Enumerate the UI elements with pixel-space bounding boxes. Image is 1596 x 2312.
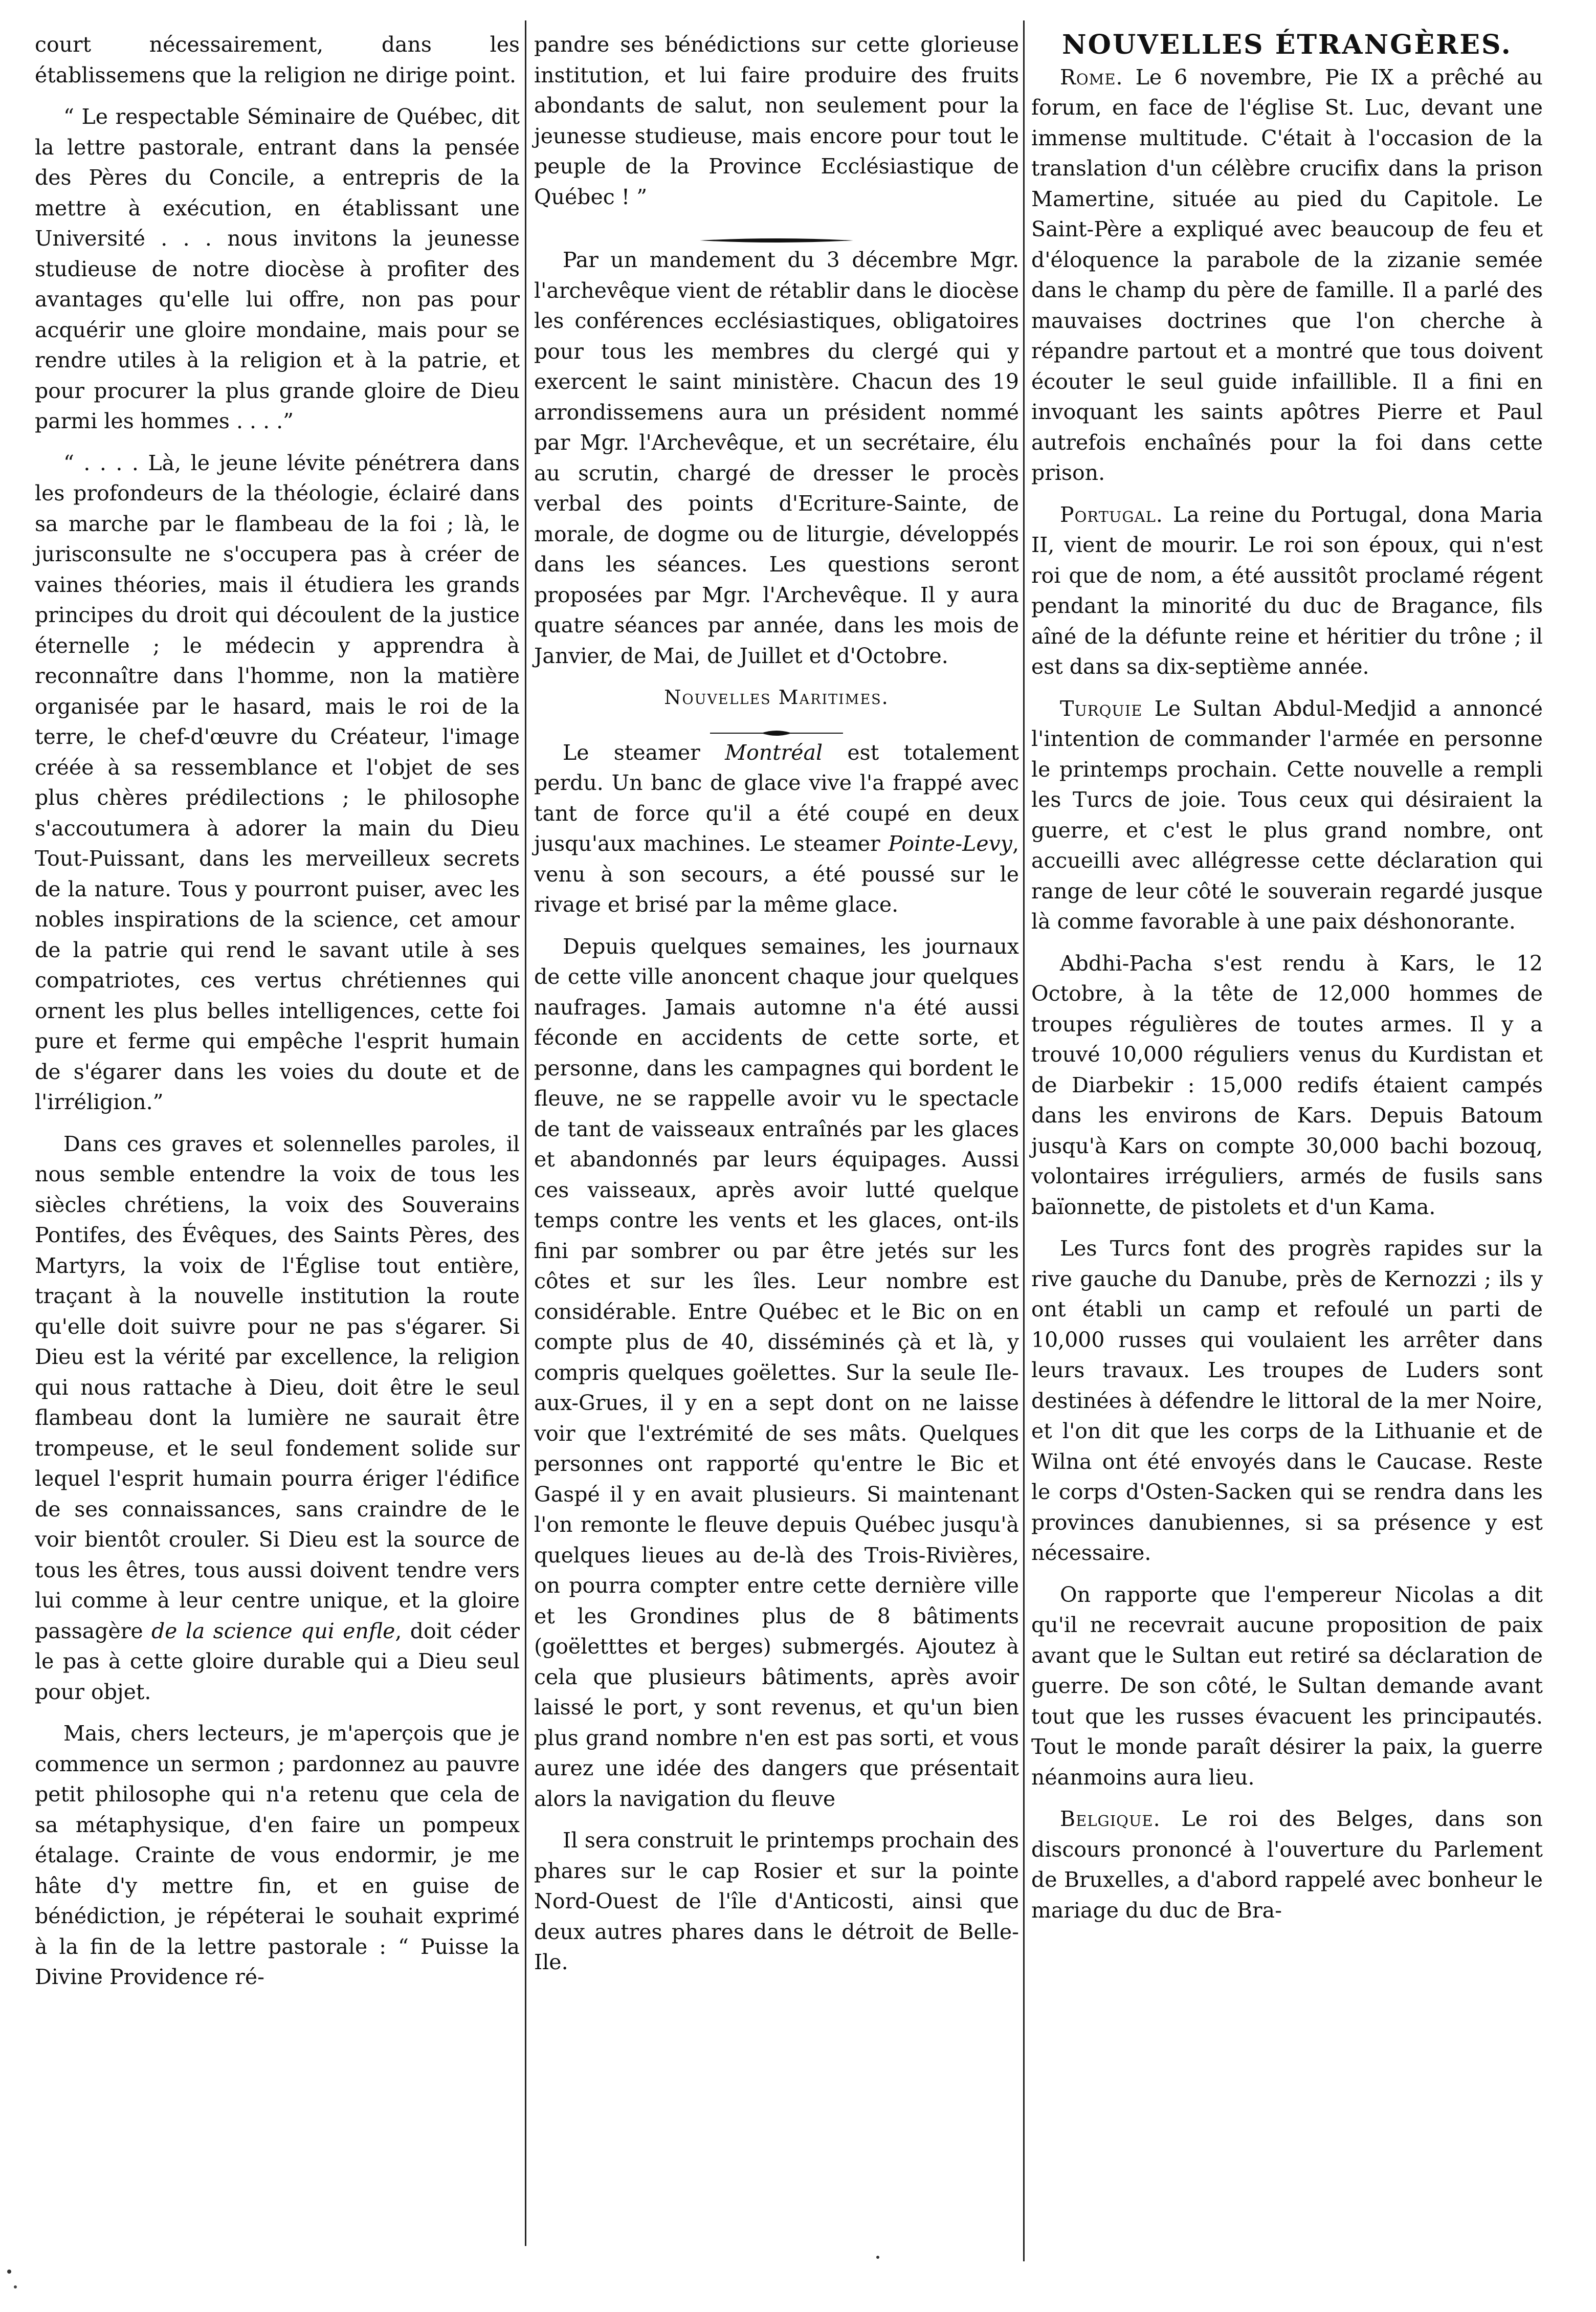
column-rule <box>1023 20 1025 2261</box>
paragraph: Portugal. La reine du Portugal, dona Maria II, vient de mourir. Le roi son époux, qui n'est roi que de nom, a été aussitôt proclamé régent pendant la minorité du duc de Bragance, fils aîné de la défunte reine et héritier du trône ; il est dans sa dix-septième année. <box>1031 502 1543 679</box>
paragraph: Turquie Le Sultan Abdul-Medjid a annoncé l'intention de commander l'armée en personne le printemps prochain. Cette nouvelle a rempli les Turcs de joie. Tous ceux qui désiraient la guerre, et c'est le plus grand nombre, ont accueilli avec allégresse cette déclaration qui range de leur côté le souverain regardé jusque là comme favorable à une paix déshonorante. <box>1031 696 1543 934</box>
print-specks <box>0 2251 1596 2312</box>
paragraph: Le steamer Montréal est totalement perdu. Un banc de glace vive l'a frappé avec tant de force qu'il a été coupé en deux jusqu'aux machines. Le steamer Pointe-Levy, venu à son secours, a été poussé sur le rivage et brisé par la même glace. <box>534 740 1019 917</box>
section-heading: Nouvelles Maritimes. <box>664 686 889 709</box>
ship-name: Pointe-Levy <box>888 831 1012 856</box>
column-rule <box>525 20 526 2246</box>
paragraph: Depuis quelques semaines, les journaux de cette ville anoncent chaque jour quelques naufrages. Jamais automne n'a été aussi féconde en accidents de cette sorte, et personne, dans les campagnes qui bordent le fleuve, ne se rappelle avoir vu le spectacle de tant de vaisseaux entraînés par les glaces et abandonnés par leurs équipages. Aussi ces vaisseaux, après avoir lutté quelque temps contre les vents et les glaces, ont-ils fini par sombrer ou par être jetés sur les côtes et sur les îles. Leur nombre est considérable. Entre Québec et le Bic on en compte plus de 40, disséminés çà et là, y compris quelques goëlettes. Sur la seule Ile-aux-Grues, il y en a sept dont on ne laisse voir que l'extrémité de ses mâts. Quelques personnes ont rapporté qu'entre le Bic et Gaspé il y en avait plusieurs. Si maintenant l'on remonte le fleuve depuis Québec jusqu'à quelques lieues au de-là des Trois-Rivières, on pourra compter entre cette dernière ville et les Grondines plus de 8 bâtiments (goëletttes et berges) submergés. Ajoutez à cela que plusieurs bâtiments, après avoir laissé le port, y sont revenus, et qu'un bien plus grand nombre n'en est pas sorti, et vous aurez une idée des dangers que présentait alors la navigation du fleuve <box>534 934 1019 1811</box>
paragraph-text: Dans ces graves et solennelles paroles, il nous semble entendre la voix de tous les siècles chrétiens, la voix des Souverains Pontifes, des Évêques, des Saints Pères, des Martyrs, la voix de l'Église tout entière, traçant à la nouvelle institution la route qu'elle doit suivre pour ne pas s'égarer. Si Dieu est la vérité par excellence, la religion qui nous rattache à Dieu, doit être le seul flambeau dont la lumière ne saurait être trompeuse, et le seul fondement solide sur lequel l'esprit humain pourra ériger l'édifice de ses connaissances, sans craindre de le voir bientôt crouler. Si Dieu est la source de tous les êtres, tous aussi doivent tendre vers lui comme à leur centre unique, et la gloire passagère de la science qui enfle, doit céder le pas à cette gloire durable qui a Dieu seul pour objet. <box>35 1131 520 1704</box>
ornamental-divider <box>534 716 1019 731</box>
country-lead: Rome. <box>1060 64 1123 90</box>
paragraph: “ . . . . Là, le jeune lévite pénétrera dans les profondeurs de la théologie, éclairé dans sa marche par le flambeau de la foi ; là, le jurisconsulte ne s'occupera pas à créer de vaines théories, mais il étudiera les grands principes du droit qui découlent de la justice éternelle ; le médecin y apprendra à reconnaître dans l'homme, non la matière organisée par le hasard, mais le roi de la terre, le chef-d'œuvre du Créateur, l'image créée à sa ressemblance et l'objet de ses plus chères prédilections ; le philosophe s'accoutumera à adorer la main du Dieu Tout-Puissant, dans les merveilleux secrets de la nature. Tous y pourront puiser, avec les nobles inspirations de la science, cet amour de la patrie qui rend le savant utile à ses compatriotes, ces vertus chrétiennes qui ornent les plus belles intelligences, cette foi pure et ferme qui empêche l'esprit humain de s'égarer dans les voies du doute et de l'irréligion.” <box>35 450 520 1114</box>
paragraph: Abdhi-Pacha s'est rendu à Kars, le 12 Octobre, à la tête de 12,000 hommes de troupes régulières de toutes armes. Il y a trouvé 10,000 réguliers venus du Kurdistan et de Diarbekir : 15,000 redifs étaient campés dans les environs de Kars. Depuis Batoum jusqu'à Kars on compte 30,000 bachi bozouq, volontaires irréguliers, armés de fusils sans baïonnette, de pistolets et d'un Kama. <box>1031 951 1543 1219</box>
paragraph: Mais, chers lecteurs, je m'aperçois que je commence un sermon ; pardonnez au pauvre petit philosophe qui n'a retenu que cela de sa métaphysique, d'en faire un pompeux étalage. Crainte de vous endormir, je me hâte d'y mettre fin, et en guise de bénédiction, je répéterai le souhait exprimé à la fin de la lettre pastorale : “ Puisse la Divine Providence ré- <box>35 1721 520 1989</box>
paragraph: Par un mandement du 3 décembre Mgr. l'archevêque vient de rétablir dans le diocèse les conférences ecclésiastiques, obligatoires pour tous les membres du clergé qui y exercent le saint ministère. Chacun des 19 arrondissemens aura un président nommé par Mgr. l'Archevêque, et un secrétaire, élu au scrutin, chargé de dresser le procès verbal des points d'Ecriture-Sainte, de morale, de dogme ou de liturgie, développés dans les séances. Les questions seront proposées par Mgr. l'Archevêque. Il y aura quatre séances par année, dans les mois de Janvier, de Mai, de Juillet et d'Octobre. <box>534 248 1019 668</box>
country-lead: Portugal. <box>1060 502 1163 527</box>
paragraph: court nécessairement, dans les établissemens que la religion ne dirige point. <box>35 32 520 87</box>
paragraph <box>35 1129 520 1708</box>
emphasis: de la science qui enfle <box>151 1618 395 1643</box>
column-right <box>1031 30 1543 1937</box>
ship-name: Montréal <box>725 740 823 765</box>
country-lead: Belgique. <box>1060 1807 1161 1831</box>
ornamental-divider <box>534 224 1019 238</box>
paragraph: On rapporte que l'empereur Nicolas a dit qu'il ne recevrait aucune proposition de paix avant que le Sultan eut retiré sa déclaration de guerre. De son côté, le Sultan demande avant tout que les russes évacuent les principautés. Tout le monde paraît désirer la paix, la guerre néanmoins aura lieu. <box>1031 1582 1543 1790</box>
column-left <box>35 30 520 2004</box>
paragraph: Belgique. Le roi des Belges, dans son discours prononcé à l'ouverture du Parlement de Bruxelles, a d'abord rappelé avec bonheur le mariage du duc de Bra- <box>1031 1807 1543 1923</box>
paragraph: Rome. Le 6 novembre, Pie IX a prêché au forum, en face de l'église St. Luc, devant une immense multitude. C'était à l'occasion de la translation d'un célèbre crucifix dans la prison Mamertine, située au pied du Capitole. Le Saint-Père a expliqué avec beaucoup de feu et d'éloquence la parabole de la zizanie semée dans le champ du père de famille. Il a parlé des mauvaises doctrines que l'on cherche à répandre partout et a montré que tous doivent écouter le seul guide infaillible. Il a fini en invoquant les saints apôtres Pierre et Paul autrefois enchaînés pour la foi dans cette prison. <box>1031 64 1543 485</box>
country-lead: Turquie <box>1060 696 1143 721</box>
section-heading: NOUVELLES ÉTRANGÈRES. <box>1062 29 1512 60</box>
paragraph: “ Le respectable Séminaire de Québec, dit la lettre pastorale, entrant dans la pensée des Pères du Concile, a entrepris de la mettre à exécution, en établissant une Université . . . nous invitons la jeunesse studieuse de notre diocèse à profiter des avantages qu'elle lui offre, non pas pour acquérir une gloire mondaine, mais pour se rendre utiles à la religion et à la patrie, et pour procurer la plus grande gloire de Dieu parmi les hommes . . . .” <box>35 104 520 433</box>
paragraph: Il sera construit le printemps prochain des phares sur le cap Rosier et sur la pointe Nord-Ouest de l'île d'Anticosti, ainsi que deux autres phares dans le détroit de Belle- Ile. <box>534 1828 1019 1974</box>
paragraph: Les Turcs font des progrès rapides sur la rive gauche du Danube, près de Kernozzi ; ils y ont établi un camp et refoulé un parti de 10,000 russes qui voulaient les arrêter dans leurs travaux. Les troupes de Luders sont destinées à défendre le littoral de la mer Noire, et l'on dit que les corps de la Lithuanie et de Wilna ont été envoyés dans le Caucase. Reste le corps d'Osten-Sacken qui se rendra dans les provinces danubiennes, si sa présence y est nécessaire. <box>1031 1236 1543 1565</box>
paragraph: pandre ses bénédictions sur cette glorieuse institution, et lui faire produire des fruits abondants de salut, non seulement pour la jeunesse studieuse, mais encore pour tout le peuple de la Province Ecclésiastique de Québec ! ” <box>534 32 1019 209</box>
column-middle <box>534 30 1019 1989</box>
